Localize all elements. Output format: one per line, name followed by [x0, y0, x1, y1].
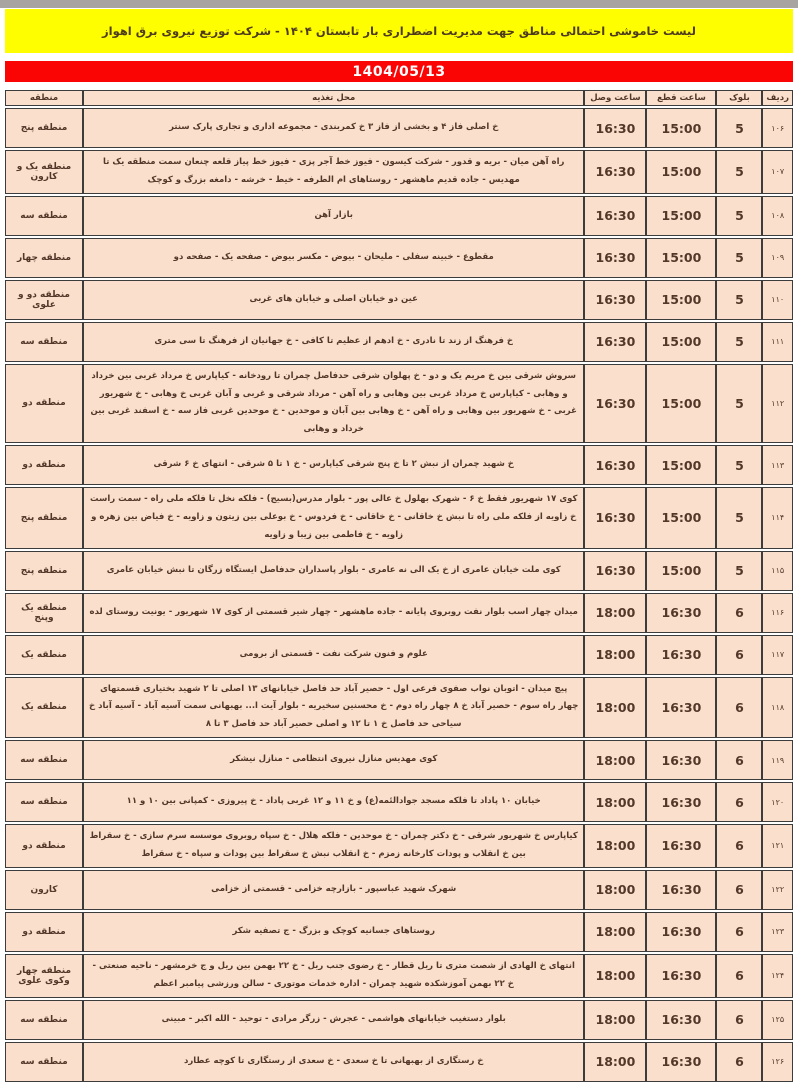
table-row [5, 1000, 793, 1040]
cell-location: روستاهای جسانیه کوچک و بزرگ - ج تصفیه شکر [83, 912, 584, 952]
table-row [5, 238, 793, 278]
cell-restore-time: 18:00 [584, 635, 646, 675]
cell-region: منطقه سه [5, 782, 83, 822]
cell-restore-time: 16:30 [584, 150, 646, 194]
cell-block: 5 [716, 487, 762, 549]
cell-restore-time: 18:00 [584, 954, 646, 998]
cell-region: منطقه سه [5, 1000, 83, 1040]
cell-cut-time: 16:30 [646, 954, 716, 998]
table-row [5, 740, 793, 780]
cell-region: منطقه سه [5, 740, 83, 780]
cell-location: خیابان ۱۰ پاداد تا فلکه مسجد جوادالئمه(ع) و خ ۱۱ و ۱۲ غربی پاداد - خ پیروزی - کمپانی بین ۱۰ و ۱۱ [83, 782, 584, 822]
cell-cut-time: 15:00 [646, 280, 716, 320]
cell-block: 5 [716, 280, 762, 320]
cell-location: عین دو خیابان اصلی و خیابان های غربی [83, 280, 584, 320]
cell-row-number: ۱۱۳ [762, 445, 793, 485]
cell-restore-time: 16:30 [584, 280, 646, 320]
cell-row-number: ۱۰۷ [762, 150, 793, 194]
cell-restore-time: 18:00 [584, 824, 646, 868]
cell-cut-time: 15:00 [646, 551, 716, 591]
cell-block: 6 [716, 593, 762, 633]
cell-row-number: ۱۰۶ [762, 108, 793, 148]
outage-table [5, 88, 793, 1084]
table-row [5, 108, 793, 148]
cell-cut-time: 15:00 [646, 196, 716, 236]
cell-cut-time: 16:30 [646, 870, 716, 910]
cell-restore-time: 16:30 [584, 364, 646, 443]
table-row [5, 1042, 793, 1082]
cell-location: خ فرهنگ از زند تا نادری - خ ادهم از عظیم تا کافی - خ جهانیان از فرهنگ تا سی متری [83, 322, 584, 362]
page-title: لیست خاموشی احتمالی مناطق جهت مدیریت اضطراری بار تابستان ۱۴۰۴ - شرکت توزیع نیروی برق اهواز [102, 24, 696, 38]
cell-region: منطقه یک [5, 677, 83, 739]
table-row [5, 322, 793, 362]
cell-cut-time: 16:30 [646, 1042, 716, 1082]
cell-restore-time: 16:30 [584, 445, 646, 485]
header-cut-time: ساعت قطع [646, 90, 716, 106]
date-banner [5, 61, 793, 82]
cell-row-number: ۱۲۲ [762, 870, 793, 910]
cell-region: منطقه سه [5, 196, 83, 236]
cell-restore-time: 16:30 [584, 196, 646, 236]
cell-cut-time: 15:00 [646, 445, 716, 485]
cell-row-number: ۱۲۵ [762, 1000, 793, 1040]
cell-location: شهرک شهید عباسپور - بازارچه خزامی - قسمتی از خزامی [83, 870, 584, 910]
cell-row-number: ۱۱۴ [762, 487, 793, 549]
cell-row-number: ۱۲۴ [762, 954, 793, 998]
header-region: منطقه [5, 90, 83, 106]
outage-table-body [5, 108, 793, 1082]
cell-region: منطقه دو [5, 445, 83, 485]
cell-cut-time: 16:30 [646, 635, 716, 675]
cell-cut-time: 16:30 [646, 593, 716, 633]
cell-location: مقطوع - خبینه سفلی - ملیحان - بیوض - مکسر بیوض - صفحه یک - صفحه دو [83, 238, 584, 278]
cell-block: 6 [716, 912, 762, 952]
cell-cut-time: 16:30 [646, 782, 716, 822]
cell-block: 5 [716, 196, 762, 236]
cell-block: 5 [716, 108, 762, 148]
table-row [5, 677, 793, 739]
cell-row-number: ۱۰۹ [762, 238, 793, 278]
cell-block: 5 [716, 238, 762, 278]
cell-block: 6 [716, 635, 762, 675]
cell-row-number: ۱۲۳ [762, 912, 793, 952]
cell-restore-time: 18:00 [584, 593, 646, 633]
cell-location: خ رستگاری از بهبهانی تا خ سعدی - خ سعدی از رستگاری تا کوچه عطارد [83, 1042, 584, 1082]
cell-restore-time: 18:00 [584, 740, 646, 780]
cell-cut-time: 15:00 [646, 322, 716, 362]
cell-row-number: ۱۱۵ [762, 551, 793, 591]
cell-region: منطقه پنج [5, 551, 83, 591]
cell-row-number: ۱۲۶ [762, 1042, 793, 1082]
cell-restore-time: 18:00 [584, 870, 646, 910]
cell-row-number: ۱۰۸ [762, 196, 793, 236]
cell-block: 6 [716, 954, 762, 998]
cell-block: 6 [716, 1042, 762, 1082]
cell-region: کارون [5, 870, 83, 910]
cell-row-number: ۱۱۰ [762, 280, 793, 320]
cell-block: 6 [716, 870, 762, 910]
cell-location: خ اصلی فاز ۴ و بخشی از فاز ۳ خ کمربندی - مجموعه اداری و تجاری پارک سنتر [83, 108, 584, 148]
cell-restore-time: 16:30 [584, 322, 646, 362]
table-row [5, 150, 793, 194]
table-row [5, 635, 793, 675]
cell-region: منطقه چهار [5, 238, 83, 278]
cell-location: بازار آهن [83, 196, 584, 236]
title-banner [5, 9, 793, 53]
header-row-number: ردیف [762, 90, 793, 106]
cell-row-number: ۱۱۷ [762, 635, 793, 675]
cell-region: منطقه یک و کارون [5, 150, 83, 194]
table-row [5, 782, 793, 822]
table-row [5, 487, 793, 549]
cell-restore-time: 18:00 [584, 1000, 646, 1040]
cell-location: علوم و فنون شرکت نفت - قسمتی از برومی [83, 635, 584, 675]
cell-location: سروش شرقی بین خ مریم یک و دو - خ پهلوان شرقی حدفاصل چمران تا رودخانه - کیاپارس خ مرداد غربی بین خرداد و وهابی - کیاپارس خ مرداد غربی بین وهابی و راه آهن - مرداد شرقی و غربی و آبان غربی خ وهابی - خ شهریور غربی - خ شهریور بین وهابی و راه آهن - خ وهابی بین آبان و موحدین - خ موحدین غربی فاز سه - خ اسفند غربی بین خرداد و وهابی [83, 364, 584, 443]
table-header-row [5, 90, 793, 106]
cell-cut-time: 15:00 [646, 364, 716, 443]
cell-block: 6 [716, 782, 762, 822]
cell-row-number: ۱۲۱ [762, 824, 793, 868]
cell-restore-time: 18:00 [584, 782, 646, 822]
cell-block: 6 [716, 824, 762, 868]
cell-region: منطقه پنج [5, 108, 83, 148]
cell-cut-time: 16:30 [646, 1000, 716, 1040]
cell-location: کوی مهدیس منازل نیروی انتظامی - منازل نیشکر [83, 740, 584, 780]
cell-row-number: ۱۱۱ [762, 322, 793, 362]
header-restore-time: ساعت وصل [584, 90, 646, 106]
cell-block: 5 [716, 322, 762, 362]
table-row [5, 870, 793, 910]
cell-block: 5 [716, 150, 762, 194]
cell-restore-time: 16:30 [584, 238, 646, 278]
cell-location: انتهای خ الهادی از شصت متری تا ریل قطار - خ رضوی جنب ریل - خ ۲۲ بهمن بین ریل و ج خرمشهر - ناحیه صنعتی - خ ۲۲ بهمن آموزشکده شهید چمران - اداره خدمات موتوری - سالن ورزشی پیامبر اعظم [83, 954, 584, 998]
cell-restore-time: 18:00 [584, 912, 646, 952]
cell-cut-time: 16:30 [646, 824, 716, 868]
cell-block: 6 [716, 740, 762, 780]
cell-cut-time: 15:00 [646, 238, 716, 278]
header-block: بلوک [716, 90, 762, 106]
table-row [5, 912, 793, 952]
cell-location: بلوار دستغیب خیابانهای هواشمی - عجرش - زرگر مرادی - توحید - الله اکبر - مبینی [83, 1000, 584, 1040]
cell-block: 6 [716, 1000, 762, 1040]
cell-region: منطقه دو و علوی [5, 280, 83, 320]
cell-block: 6 [716, 677, 762, 739]
cell-row-number: ۱۱۶ [762, 593, 793, 633]
table-row [5, 824, 793, 868]
cell-cut-time: 15:00 [646, 150, 716, 194]
cell-region: منطقه سه [5, 322, 83, 362]
cell-row-number: ۱۱۸ [762, 677, 793, 739]
cell-region: منطقه یک وپنج [5, 593, 83, 633]
window-top-strip [0, 0, 798, 8]
cell-cut-time: 15:00 [646, 487, 716, 549]
cell-cut-time: 15:00 [646, 108, 716, 148]
cell-location: میدان چهار اسب بلوار نفت روبروی پایانه - جاده ماهشهر - چهار شیر قسمتی از کوی ۱۷ شهریور - یونیت روستای لده [83, 593, 584, 633]
cell-restore-time: 16:30 [584, 551, 646, 591]
cell-location: پیچ میدان - اتوبان نواب صفوی فرعی اول - حصیر آباد حد فاصل خیابانهای ۱۳ اصلی تا ۲ شهید بختیاری قسمتهای چهار راه سوم - حصیر آباد خ ۸ چهار راه دوم - خ محسنین سخیریه - بلوار آیت ا... بهبهانی سمت آسیه آباد - آسیه آباد خ سیاحی حد فاصل خ ۱ تا ۱۲ و اصلی حصیر آباد حد فاصل ۳ تا ۸ [83, 677, 584, 739]
table-row [5, 445, 793, 485]
table-row [5, 954, 793, 998]
cell-region: منطقه دو [5, 824, 83, 868]
cell-location: کیاپارس خ شهریور شرقی - خ دکتر چمران - خ موحدین - فلکه هلال - خ سپاه روبروی موسسه سرم سازی - خ سقراط بین خ انقلاب و پودات کارخانه زمزم - خ انقلاب نبش خ سقراط بین پودات و سپاه - خ سقراط [83, 824, 584, 868]
cell-cut-time: 16:30 [646, 677, 716, 739]
cell-row-number: ۱۱۲ [762, 364, 793, 443]
header-location: محل تغذیه [83, 90, 584, 106]
cell-location: کوی ۱۷ شهریور فقط خ ۶ - شهرک بهلول خ عالی پور - بلوار مدرس(بسیج) - فلکه نخل تا فلکه ملی راه - سمت راست خ زاویه از فلکه ملی راه تا نبش خ خاقانی - خ خاقانی - خ فردوس - خ بوعلی بین زیتون و زاویه - خ فیاض بین زهره و زاویه - خ فاطمی بین زیبا و زاویه [83, 487, 584, 549]
cell-location: کوی ملت خیابان عامری از خ یک الی نه عامری - بلوار پاسداران حدفاصل ایستگاه زرگان تا نبش خیابان عامری [83, 551, 584, 591]
cell-block: 5 [716, 364, 762, 443]
cell-restore-time: 16:30 [584, 487, 646, 549]
cell-location: راه آهن میان - بریه و قدور - شرکت کیسون - فیوز خط آجر پزی - فیوز خط پیاز قلعه چنعان سمت منطقه یک تا مهدیس - جاده قدیم ماهشهر - روستاهای ام الطرفه - خیط - خرشه - دامغه بزرگ و کوچک [83, 150, 584, 194]
cell-cut-time: 16:30 [646, 912, 716, 952]
date-text: 1404/05/13 [352, 63, 446, 80]
cell-restore-time: 18:00 [584, 677, 646, 739]
cell-region: منطقه دو [5, 912, 83, 952]
cell-region: منطقه سه [5, 1042, 83, 1082]
cell-region: منطقه دو [5, 364, 83, 443]
cell-row-number: ۱۱۹ [762, 740, 793, 780]
table-row [5, 196, 793, 236]
cell-restore-time: 16:30 [584, 108, 646, 148]
table-row [5, 280, 793, 320]
cell-region: منطقه چهار وکوی علوی [5, 954, 83, 998]
table-row [5, 364, 793, 443]
cell-block: 5 [716, 445, 762, 485]
table-row [5, 593, 793, 633]
cell-region: منطقه پنج [5, 487, 83, 549]
outage-table-container [5, 88, 793, 1084]
cell-cut-time: 16:30 [646, 740, 716, 780]
cell-block: 5 [716, 551, 762, 591]
cell-location: خ شهید چمران از نبش ۲ تا خ پنج شرقی کیاپارس - خ ۱ تا ۵ شرقی - انتهای خ ۶ شرقی [83, 445, 584, 485]
cell-row-number: ۱۲۰ [762, 782, 793, 822]
cell-restore-time: 18:00 [584, 1042, 646, 1082]
table-row [5, 551, 793, 591]
cell-region: منطقه یک [5, 635, 83, 675]
